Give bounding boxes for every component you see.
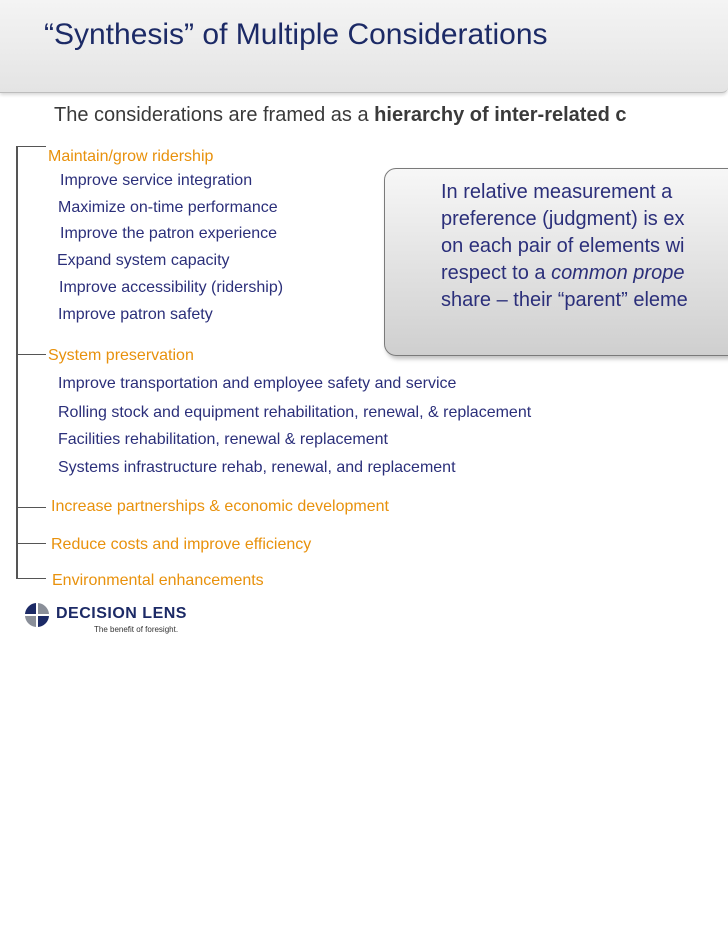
callout-line-prefix: respect to a: [441, 262, 552, 284]
sub-item: Maximize on-time performance: [58, 199, 278, 216]
subtitle-bold: hierarchy of inter-related c: [374, 104, 627, 126]
hierarchy-bracket: [16, 146, 18, 579]
bracket-tick: [16, 578, 46, 579]
sub-item: Improve transportation and employee safety and service: [58, 375, 457, 392]
logo-wordmark: DECISION LENS: [56, 605, 187, 622]
callout-line-4: [441, 260, 728, 287]
sub-item: Expand system capacity: [57, 252, 230, 269]
sub-item: Improve accessibility (ridership): [59, 279, 284, 296]
sub-item: Improve the patron experience: [60, 225, 278, 242]
category-maintain-ridership: Maintain/grow ridership: [48, 148, 214, 165]
sub-item: Improve patron safety: [58, 306, 213, 323]
callout-line: share – their “parent” eleme: [441, 289, 688, 311]
sub-item: Facilities rehabilitation, renewal & replacement: [58, 431, 388, 448]
subtitle-prefix: The considerations are framed as a: [54, 104, 375, 126]
category-reduce-costs: Reduce costs and improve efficiency: [51, 536, 312, 553]
category-partnerships: Increase partnerships & economic development: [51, 498, 389, 515]
bracket-tick: [16, 146, 46, 147]
slide-title: “Synthesis” of Multiple Considerations: [44, 18, 548, 51]
logo-tagline: The benefit of foresight.: [94, 625, 179, 634]
sub-item: Rolling stock and equipment rehabilitation, renewal, & replacement: [58, 404, 532, 421]
slide-subtitle: [54, 104, 626, 127]
callout-box: [384, 168, 728, 356]
callout-text: [441, 179, 728, 314]
category-environmental: Environmental enhancements: [52, 572, 264, 589]
callout-line: preference (judgment) is ex: [441, 208, 685, 230]
callout-line: on each pair of elements wi: [441, 235, 685, 257]
sub-item: Systems infrastructure rehab, renewal, and replacement: [58, 459, 456, 476]
sub-item: Improve service integration: [60, 172, 253, 189]
decision-lens-logo-icon: [24, 602, 50, 628]
title-bar: [0, 0, 728, 93]
callout-line: In relative measurement a: [441, 181, 673, 203]
callout-italic: common prope: [551, 262, 685, 284]
bracket-tick: [16, 543, 46, 544]
bracket-tick: [16, 507, 46, 508]
bracket-tick: [16, 354, 46, 355]
category-system-preservation: System preservation: [48, 347, 194, 364]
